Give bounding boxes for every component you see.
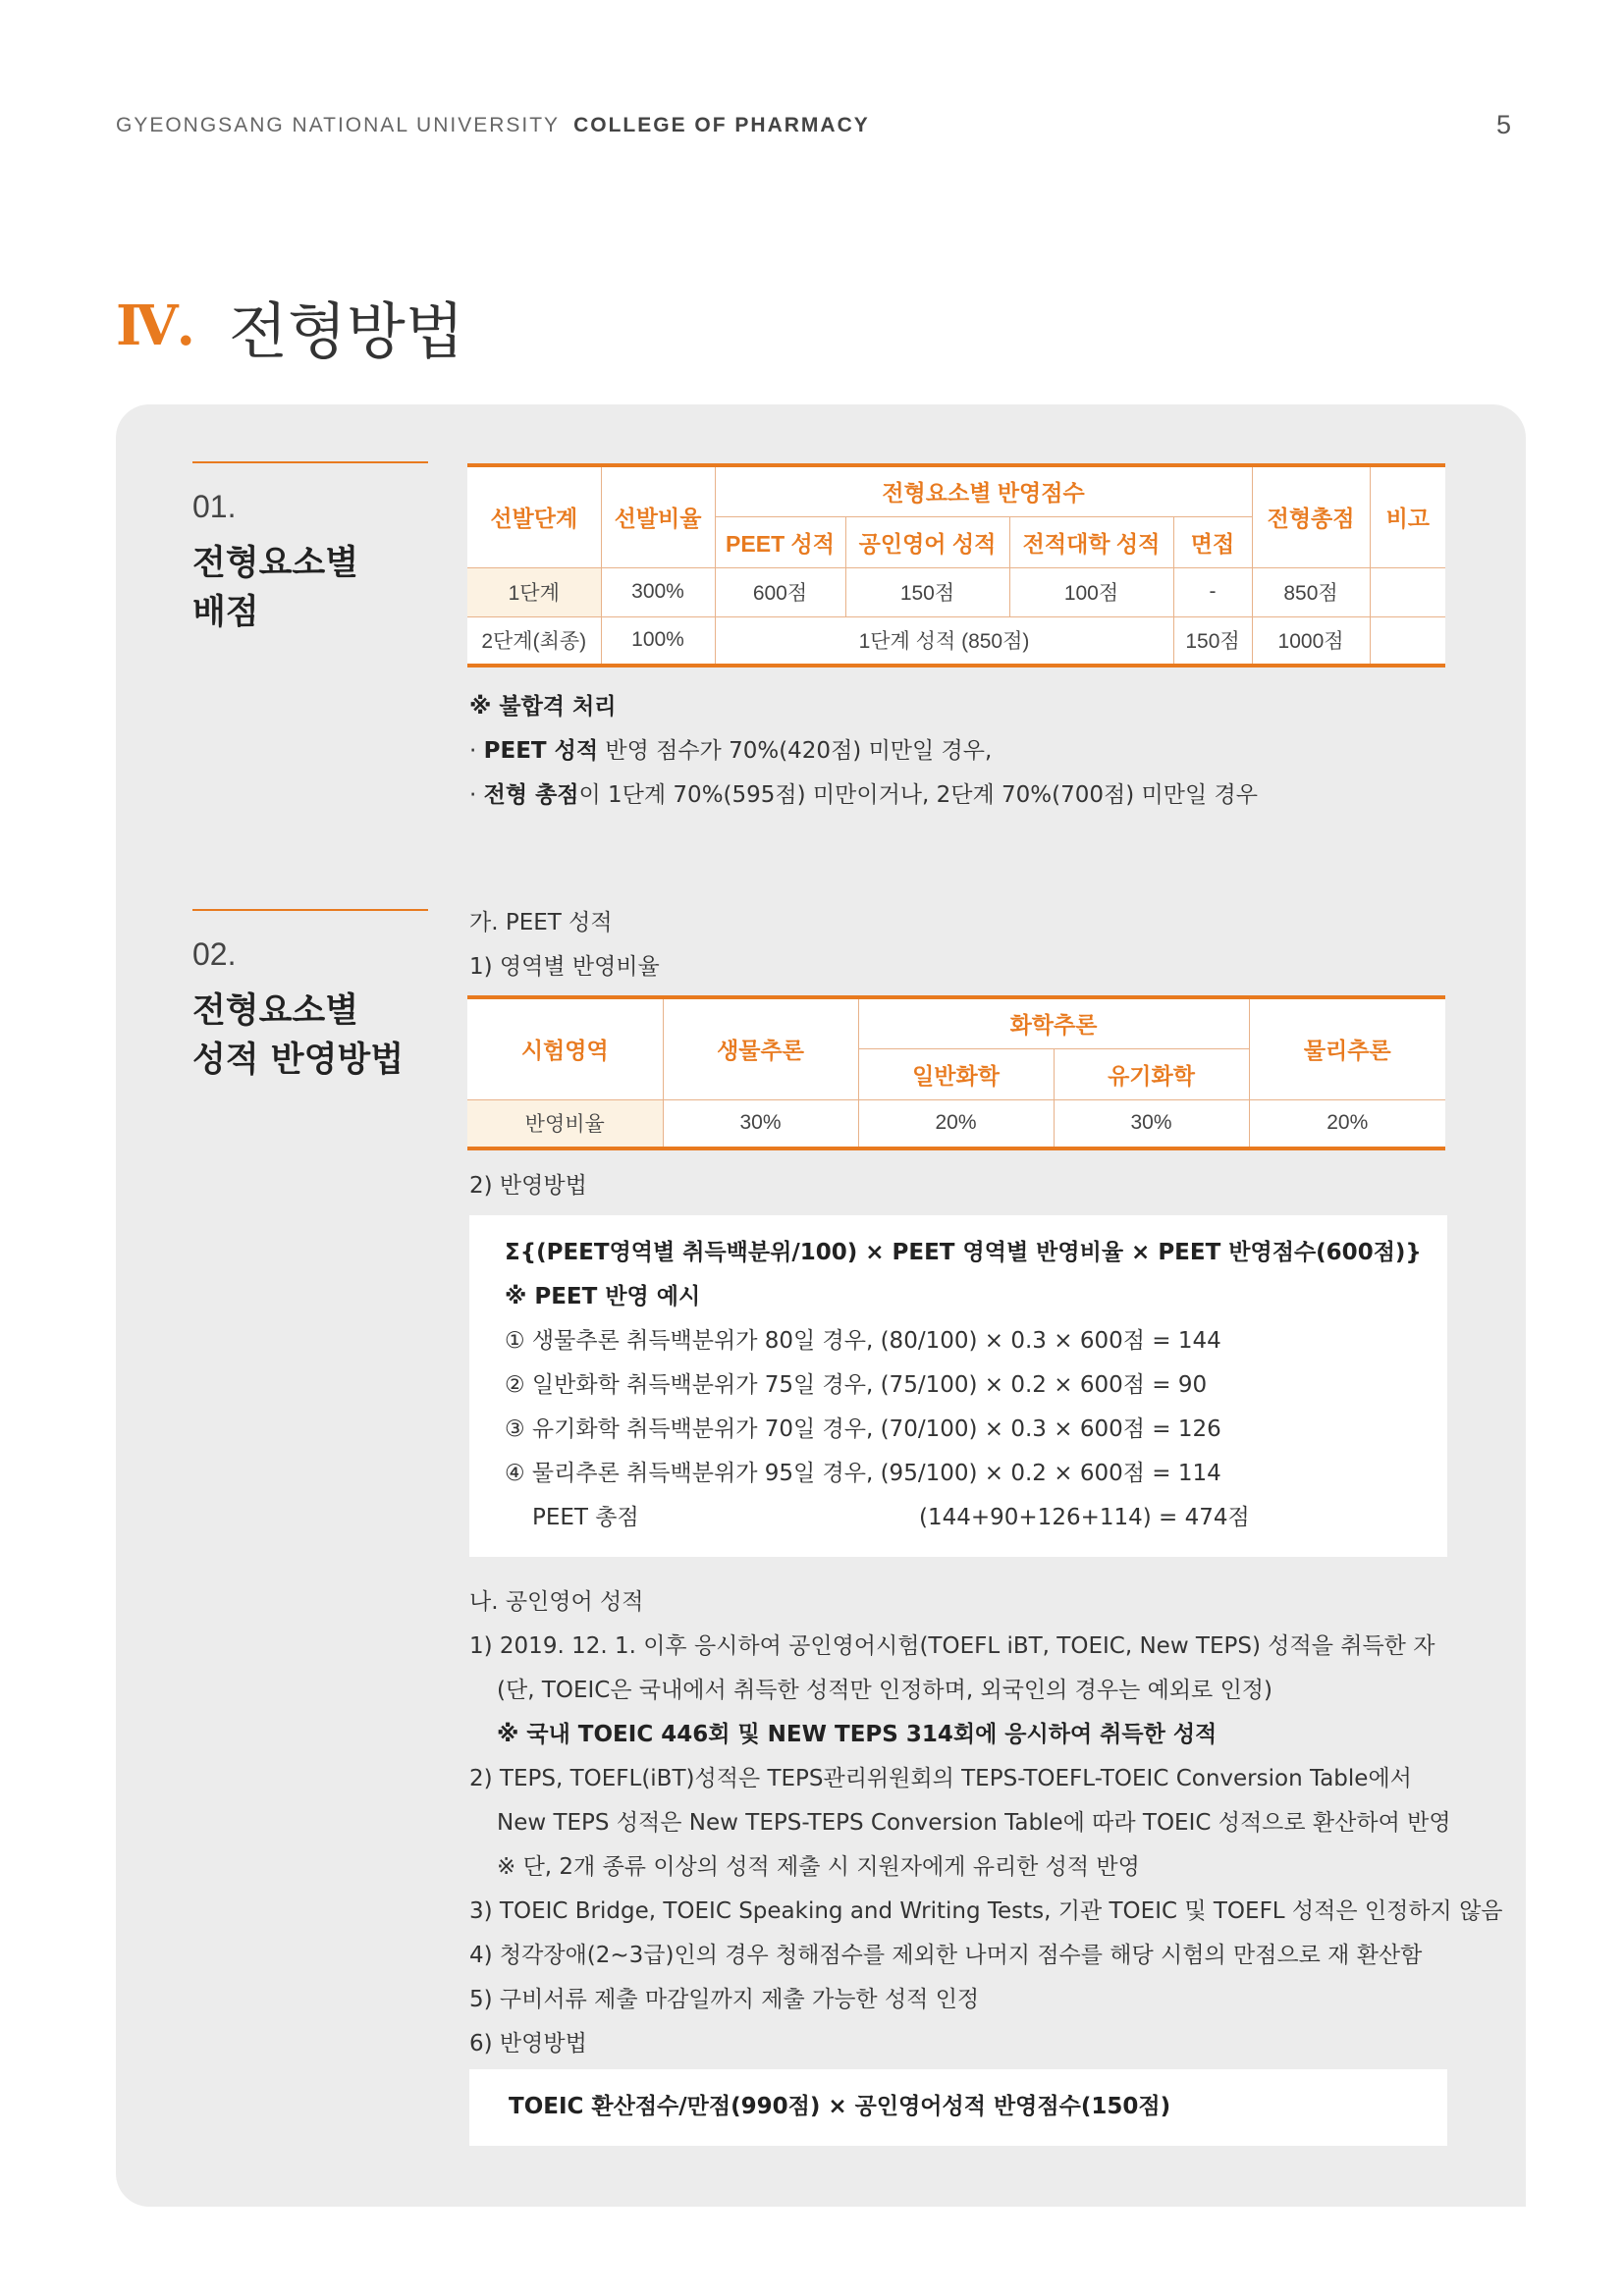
list-item: 2) TEPS, TOEFL(iBT)성적은 TEPS관리위원회의 TEPS-TOEFL-TOEIC Conversion Table에서 — [469, 1766, 1412, 1791]
section-heading — [116, 287, 464, 365]
list-item: 1) 2019. 12. 1. 이후 응시하여 공인영어시험(TOEFL iBT, TOEIC, New TEPS) 성적을 취득한 자 — [469, 1633, 1435, 1659]
cell-label: 반영비율 — [467, 1099, 663, 1148]
list-item: 5) 구비서류 제출 마감일까지 제출 가능한 성적 인정 — [469, 1987, 980, 2012]
list-item: · PEET 성적 반영 점수가 70%(420점) 미만일 경우, — [469, 738, 993, 764]
list-item: 4) 청각장애(2~3급)인의 경우 청해점수를 제외한 나머지 점수를 해당 시험의 만점으로 재 환산함 — [469, 1943, 1423, 1968]
table-row — [467, 1099, 1445, 1148]
header-prior-college: 전적대학 성적 — [1009, 516, 1173, 567]
cell-ratio: 100% — [601, 616, 715, 666]
peet-total-value: (144+90+126+114) = 474점 — [919, 1505, 1250, 1530]
header-peet: PEET 성적 — [715, 516, 845, 567]
list-item: ※ 국내 TOEIC 446회 및 NEW TEPS 314회에 응시하여 취득한 성적 — [497, 1722, 1218, 1747]
peet-title: 가. PEET 성적 — [469, 910, 613, 935]
cell-peet: 600점 — [715, 567, 845, 616]
cell-total: 850점 — [1252, 567, 1370, 616]
score-allocation-table — [467, 463, 1445, 667]
cell-stage: 2단계(최종) — [467, 616, 601, 666]
peet-formula-content — [505, 1231, 1422, 1540]
cell-stage1-score: 1단계 성적 (850점) — [715, 616, 1173, 666]
peet-ratio-table — [467, 995, 1445, 1150]
bullet: · — [469, 738, 477, 764]
method-heading — [469, 1164, 587, 1208]
header-phys: 물리추론 — [1249, 997, 1445, 1099]
cell-interview: 150점 — [1173, 616, 1252, 666]
college-name: COLLEGE OF PHARMACY — [573, 114, 870, 136]
list-item: 6) 반영방법 — [469, 2031, 587, 2056]
block2-title-line2: 성적 반영방법 — [192, 1041, 405, 1080]
cell-note — [1370, 616, 1445, 666]
block2-number: 02. — [192, 936, 237, 972]
cell-gen-chem: 20% — [858, 1099, 1054, 1148]
english-formula: TOEIC 환산점수/만점(990점) × 공인영어성적 반영점수(150점) — [509, 2094, 1171, 2119]
header-ratio: 선발비율 — [601, 465, 715, 567]
list-item: ※ 단, 2개 종류 이상의 성적 제출 시 지원자에게 유리한 성적 반영 — [497, 1854, 1140, 1880]
block1-side-heading — [192, 461, 428, 637]
table-row — [467, 616, 1445, 666]
example-title: ※ PEET 반영 예시 — [505, 1284, 701, 1309]
cell-note — [1370, 567, 1445, 616]
cell-ratio: 300% — [601, 567, 715, 616]
list-item: New TEPS 성적은 New TEPS-TEPS Conversion Table에 따라 TOEIC 성적으로 환산하여 반영 — [497, 1810, 1451, 1836]
peet-heading — [469, 901, 660, 989]
header-org-chem: 유기화학 — [1054, 1048, 1249, 1099]
list-item: (단, TOEIC은 국내에서 취득한 성적만 인정하며, 외국인의 경우는 예외로 인정) — [497, 1678, 1272, 1703]
block2-side-heading — [192, 909, 428, 1085]
cell-prior-college: 100점 — [1009, 567, 1173, 616]
list-item: · 전형 총점이 1단계 70%(595점) 미만이거나, 2단계 70%(700점) 미만일 경우 — [469, 782, 1258, 808]
cell-english: 150점 — [845, 567, 1009, 616]
cell-total: 1000점 — [1252, 616, 1370, 666]
table-row — [467, 567, 1445, 616]
block1-number: 01. — [192, 489, 237, 524]
header-area: 시험영역 — [467, 997, 663, 1099]
university-name: GYEONGSANG NATIONAL UNIVERSITY — [116, 114, 561, 136]
list-item: ④ 물리추론 취득백분위가 95일 경우, (95/100) × 0.2 × 600점 = 114 — [505, 1461, 1221, 1486]
block2-title-line1: 전형요소별 — [192, 991, 359, 1031]
header-stage: 선발단계 — [467, 465, 601, 567]
cell-interview: - — [1173, 567, 1252, 616]
peet-total-row — [505, 1496, 1422, 1540]
cell-stage: 1단계 — [467, 567, 601, 616]
header-english: 공인영어 성적 — [845, 516, 1009, 567]
header-note: 비고 — [1370, 465, 1445, 567]
header-chem: 화학추론 — [858, 997, 1249, 1048]
header-score-group: 전형요소별 반영점수 — [715, 465, 1252, 516]
header-gen-chem: 일반화학 — [858, 1048, 1054, 1099]
block1-rule — [192, 461, 428, 463]
method-title: 2) 반영방법 — [469, 1173, 587, 1199]
running-header — [116, 114, 870, 137]
peet-total-label: PEET 총점 — [532, 1505, 639, 1530]
ratio-title: 1) 영역별 반영비율 — [469, 954, 660, 980]
block1-title-line2: 배점 — [192, 593, 259, 632]
header-interview: 면접 — [1173, 516, 1252, 567]
english-formula-content — [509, 2085, 1170, 2129]
english-section — [469, 1580, 1503, 2066]
fail-title: ※ 불합격 처리 — [469, 694, 617, 720]
section-title: 전형방법 — [229, 294, 464, 367]
section-number: Ⅳ. — [116, 294, 194, 358]
list-item: 3) TOEIC Bridge, TOEIC Speaking and Writing Tests, 기관 TOEIC 및 TOEFL 성적은 인정하지 않음 — [469, 1898, 1503, 1924]
peet-formula: Σ{(PEET영역별 취득백분위/100) × PEET 영역별 반영비율 × PEET 반영점수(600점)} — [505, 1240, 1422, 1265]
list-item: ① 생물추론 취득백분위가 80일 경우, (80/100) × 0.3 × 600점 = 144 — [505, 1328, 1221, 1354]
cell-org-chem: 30% — [1054, 1099, 1249, 1148]
english-title: 나. 공인영어 성적 — [469, 1589, 644, 1615]
bullet: · — [469, 782, 477, 808]
cell-phys: 20% — [1249, 1099, 1445, 1148]
fail-conditions — [469, 685, 1258, 818]
block2-rule — [192, 909, 428, 911]
page-number: 5 — [1496, 110, 1512, 139]
list-item: ② 일반화학 취득백분위가 75일 경우, (75/100) × 0.2 × 600점 = 90 — [505, 1372, 1208, 1398]
header-bio: 생물추론 — [663, 997, 858, 1099]
cell-bio: 30% — [663, 1099, 858, 1148]
header-total: 전형총점 — [1252, 465, 1370, 567]
block1-title-line1: 전형요소별 — [192, 544, 359, 583]
list-item: ③ 유기화학 취득백분위가 70일 경우, (70/100) × 0.3 × 600점 = 126 — [505, 1416, 1221, 1442]
